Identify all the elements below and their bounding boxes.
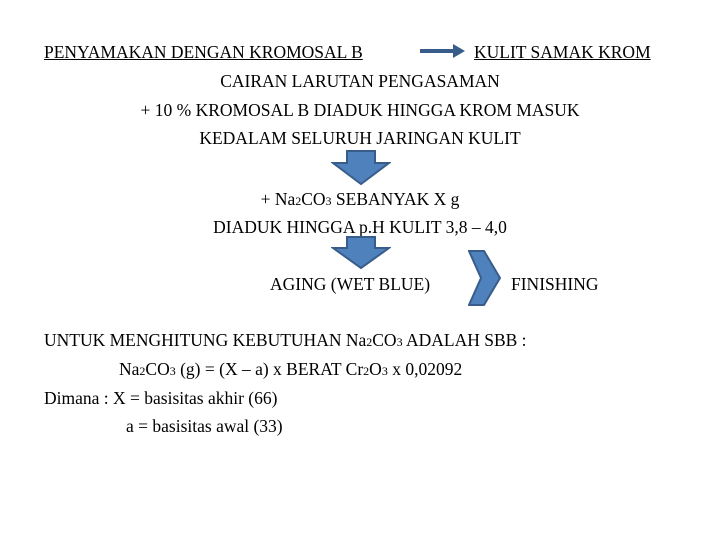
step1-line3: KEDALAM SELURUH JARINGAN KULIT: [199, 128, 521, 148]
step2-mid: CO: [301, 189, 326, 209]
formula-sub4: 3: [381, 364, 388, 378]
formula-sub3: 2: [363, 364, 370, 378]
calc-heading-sub2: 3: [396, 335, 403, 349]
calc-formula: [119, 358, 462, 382]
step2-sub1: 2: [295, 194, 302, 208]
calc-heading-sub1: 2: [366, 335, 373, 349]
formula-mid: (g) = (X – a) x BERAT Cr: [175, 359, 364, 379]
calc-heading: [44, 329, 527, 353]
calc-where-x: Dimana : X = basisitas akhir (66): [44, 388, 278, 408]
right-arrow-icon: [468, 250, 502, 306]
step2-line1: [0, 188, 720, 212]
formula-na: Na: [119, 359, 140, 379]
calc-heading-suffix: ADALAH SBB :: [402, 330, 527, 350]
formula-sub2: 3: [169, 364, 176, 378]
formula-end: x 0,02092: [387, 359, 463, 379]
step2-line2: DIADUK HINGGA p.H KULIT 3,8 – 4,0: [213, 217, 507, 237]
calc-heading-prefix: UNTUK MENGHITUNG KEBUTUHAN Na: [44, 330, 367, 350]
step1-line2: + 10 % KROMOSAL B DIADUK HINGGA KROM MASUK: [140, 100, 580, 120]
finishing-text: FINISHING: [511, 274, 599, 294]
step2-sub2: 3: [325, 194, 332, 208]
formula-sub1: 2: [139, 364, 146, 378]
aging-text: AGING (WET BLUE): [270, 274, 431, 294]
down-arrow-icon: [331, 236, 391, 270]
step2-prefix: + Na: [260, 189, 296, 209]
header-left-text: PENYAMAKAN DENGAN KROMOSAL B: [44, 42, 363, 62]
calc-where-a: a = basisitas awal (33): [126, 416, 283, 436]
step2-suffix: SEBANYAK X g: [331, 189, 460, 209]
formula-o: O: [369, 359, 382, 379]
header-right-text: KULIT SAMAK KROM: [474, 42, 651, 62]
formula-co: CO: [145, 359, 170, 379]
calc-heading-mid: CO: [372, 330, 397, 350]
step1-line1: CAIRAN LARUTAN PENGASAMAN: [220, 71, 500, 91]
down-arrow-icon: [331, 150, 391, 186]
right-arrow-icon: [420, 43, 466, 59]
